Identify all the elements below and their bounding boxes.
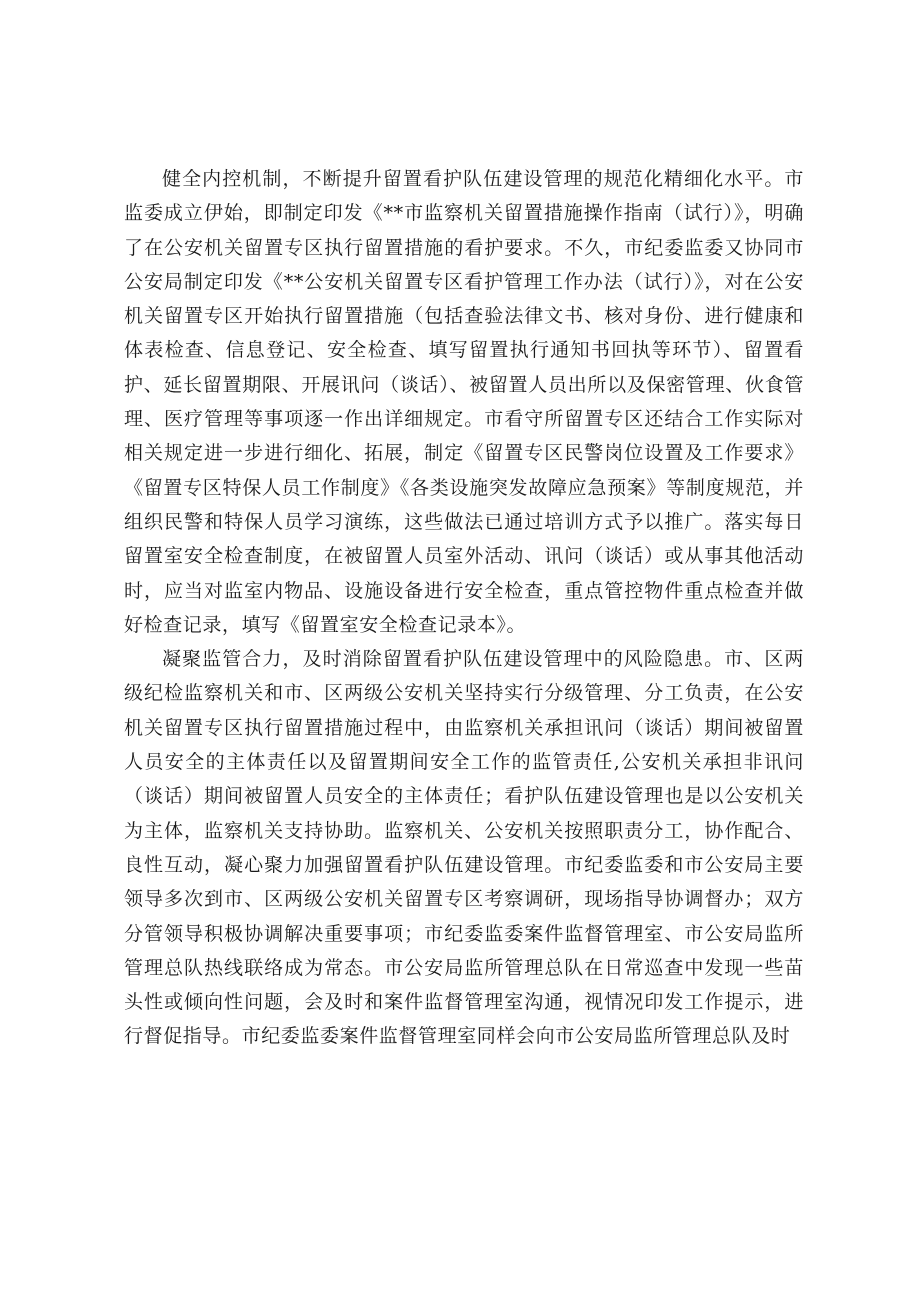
paragraph-internal-control: 健全内控机制，不断提升留置看护队伍建设管理的规范化精细化水平。市监委成立伊始，即制定印发《**市监察机关留置措施操作指南（试行）》，明确了在公安机关留置专区执行留置措施的看护要求。不久，市纪委监委又协同市公安局制定印发《**公安机关留置专区看护管理工作办法（试行）》，对在公安机关留置专区开始执行留置措施（包括查验法律文书、核对身份、进行健康和体表检查、信息登记、安全检查、填写留置执行通知书回执等环节）、留置看护、延长留置期限、开展讯问（谈话）、被留置人员出所以及保密管理、伙食管理、医疗管理等事项逐一作出详细规定。市看守所留置专区还结合工作实际对相关规定进一步进行细化、拓展，制定《留置专区民警岗位设置及工作要求》《留置专区特保人员工作制度》《各类设施突发故障应急预案》等制度规范，并组织民警和特保人员学习演练，这些做法已通过培训方式予以推广。落实每日留置室安全检查制度，在被留置人员室外活动、讯问（谈话）或从事其他活动时，应当对监室内物品、设施设备进行安全检查，重点管控物件重点检查并做好检查记录，填写《留置室安全检查记录本》。	[124, 168, 804, 636]
paragraph-supervision-synergy: 凝聚监管合力，及时消除留置看护队伍建设管理中的风险隐患。市、区两级纪检监察机关和市、区两级公安机关坚持实行分级管理、分工负责，在公安机关留置专区执行留置措施过程中，由监察机关承担讯问（谈话）期间被留置人员安全的主体责任以及留置期间安全工作的监管责任,公安机关承担非讯问（谈话）期间被留置人员安全的主体责任；看护队伍建设管理也是以公安机关为主体，监察机关支持协助。监察机关、公安机关按照职责分工，协作配合、良性互动，凝心聚力加强留置看护队伍建设管理。市纪委监委和市公安局主要领导多次到市、区两级公安机关留置专区考察调研，现场指导协调督办；双方分管领导积极协调解决重要事项；市纪委监委案件监督管理室、市公安局监所管理总队热线联络成为常态。市公安局监所管理总队在日常巡查中发现一些苗头性或倾向性问题，会及时和案件监督管理室沟通，视情况印发工作提示，进行督促指导。市纪委监委案件监督管理室同样会向市公安局监所管理总队及时	[124, 648, 804, 1048]
document-body	[124, 162, 804, 1054]
